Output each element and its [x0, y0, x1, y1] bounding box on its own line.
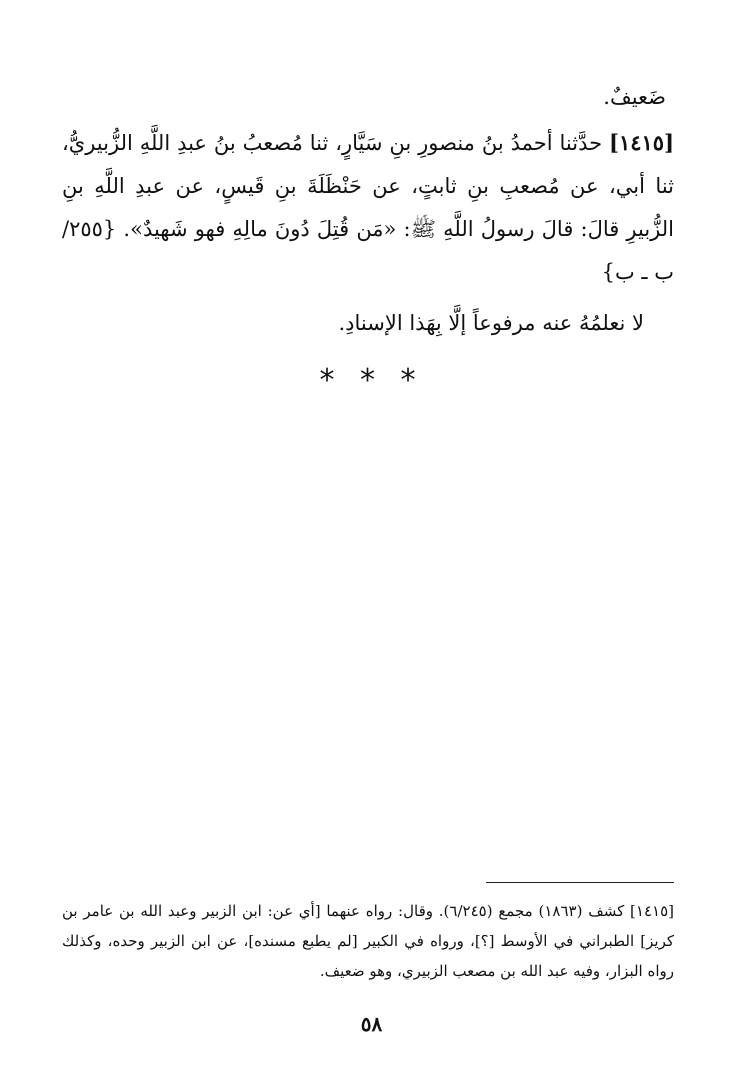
hadith-number: [١٤١٥]	[609, 130, 674, 155]
previous-entry-tail: ضَعيفٌ.	[603, 85, 666, 109]
page-number: ٥٨	[360, 1012, 383, 1036]
footnote	[62, 896, 674, 986]
footnote-divider	[486, 882, 674, 883]
hadith-text: حدَّثنا أحمدُ بنُ منصورِ بنِ سَيَّارٍ، ثنا مُصعبُ بنُ عبدِ اللَّهِ الزُّبيريُّ، ثنا أبي، عن مُصعبِ بنِ ثابتٍ، عن حَنْظَلَةَ بنِ قَيسٍ، عن عبدِ اللَّهِ بنِ الزُّبيرِ قالَ: قالَ رسولُ اللَّهِ ﷺ: «مَن قُتِلَ دُونَ مالِهِ فهو شَهيدٌ». {٢٥٥/ب ـ ب}	[62, 131, 674, 284]
hadith-paragraph	[62, 121, 674, 294]
main-text	[62, 76, 674, 345]
isnad-note: لا نعلمُهُ عنه مرفوعاً إلَّا بِهَذا الإسنادِ.	[338, 311, 644, 335]
section-separator: * * *	[319, 363, 424, 398]
footnote-text: [١٤١٥] كشف (١٨٦٣) مجمع (٦/٢٤٥). وقال: رواه عنهما [أي عن: ابن الزبير وعبد الله بن عامر بن كريز] الطبراني في الأوسط [؟]، ورواه في الكبير [لم يطبع مسنده]، عن ابن الزبير وحده، وكذلك رواه البزار، وفيه عبد الله بن مصعب الزبيري، وهو ضعيف.	[62, 902, 674, 980]
